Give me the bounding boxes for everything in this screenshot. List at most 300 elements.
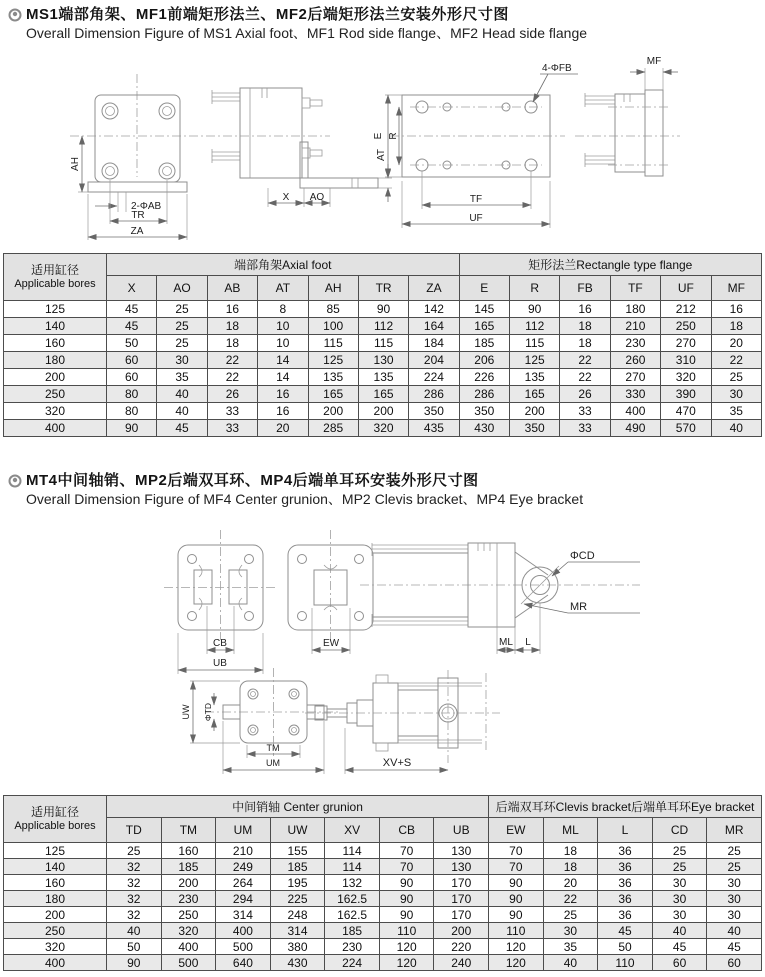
value-cell: 249 [216, 859, 271, 875]
value-cell: 250 [661, 318, 711, 335]
dim-label-at: AT [376, 148, 387, 162]
value-cell: 16 [258, 403, 308, 420]
group-header-rectangle-flange: 矩形法兰Rectangle type flange [459, 254, 761, 276]
dimension-table-2 [3, 795, 762, 971]
value-cell: 40 [652, 923, 707, 939]
value-cell: 120 [489, 939, 544, 955]
value-cell: 185 [459, 335, 509, 352]
value-cell: 224 [325, 955, 380, 971]
value-cell: 350 [409, 403, 459, 420]
section-bullet-icon [8, 8, 22, 27]
value-cell: 400 [216, 923, 271, 939]
value-cell: 200 [308, 403, 358, 420]
table-row [4, 403, 762, 420]
column-header: X [107, 276, 157, 301]
dim-label-r: R [388, 132, 399, 140]
value-cell: 350 [510, 420, 560, 437]
value-cell: 35 [157, 369, 207, 386]
column-header: CB [379, 818, 434, 843]
value-cell: 90 [510, 301, 560, 318]
value-cell: 130 [358, 352, 408, 369]
value-cell: 125 [510, 352, 560, 369]
value-cell: 230 [610, 335, 660, 352]
value-cell: 226 [459, 369, 509, 386]
section2-title-en: Overall Dimension Figure of MF4 Center grunion、MP2 Clevis bracket、MP4 Eye bracket [26, 491, 584, 507]
dim-label-tr: TR [131, 210, 145, 221]
column-header: AB [207, 276, 257, 301]
value-cell: 185 [161, 859, 216, 875]
bore-header-en: Applicable bores [14, 820, 96, 832]
value-cell: 165 [358, 386, 408, 403]
value-cell: 70 [489, 859, 544, 875]
value-cell: 286 [459, 386, 509, 403]
value-cell: 185 [325, 923, 380, 939]
value-cell: 33 [560, 403, 610, 420]
value-cell: 165 [308, 386, 358, 403]
bore-cell: 320 [4, 403, 107, 420]
value-cell: 90 [107, 420, 157, 437]
bore-header-cn: 适用缸径 [30, 805, 79, 819]
column-header: MF [711, 276, 762, 301]
dim-label-um: UM [266, 758, 280, 768]
dim-label-xvs: XV+S [382, 757, 412, 769]
column-header: AH [308, 276, 358, 301]
value-cell: 184 [409, 335, 459, 352]
value-cell: 135 [308, 369, 358, 386]
table1-body [4, 301, 762, 437]
column-header: ML [543, 818, 598, 843]
value-cell: 80 [107, 386, 157, 403]
column-header: TF [610, 276, 660, 301]
value-cell: 70 [489, 843, 544, 859]
value-cell: 25 [652, 843, 707, 859]
value-cell: 162.5 [325, 891, 380, 907]
value-cell: 330 [610, 386, 660, 403]
table-row [4, 859, 762, 875]
value-cell: 32 [107, 875, 162, 891]
value-cell: 145 [459, 301, 509, 318]
value-cell: 110 [489, 923, 544, 939]
bore-cell: 250 [4, 386, 107, 403]
value-cell: 112 [510, 318, 560, 335]
bore-cell: 400 [4, 955, 107, 971]
section-bullet-icon [8, 474, 22, 493]
bore-header-cn: 适用缸径 [30, 263, 79, 277]
value-cell: 270 [661, 335, 711, 352]
value-cell: 16 [207, 301, 257, 318]
value-cell: 200 [358, 403, 408, 420]
value-cell: 640 [216, 955, 271, 971]
value-cell: 40 [157, 386, 207, 403]
value-cell: 26 [207, 386, 257, 403]
column-header: TR [358, 276, 408, 301]
value-cell: 270 [610, 369, 660, 386]
value-cell: 135 [358, 369, 408, 386]
dim-label-e: E [373, 132, 384, 140]
bore-column-header [4, 796, 107, 843]
dimension-table-1 [3, 253, 762, 437]
value-cell: 18 [207, 318, 257, 335]
value-cell: 45 [652, 939, 707, 955]
value-cell: 30 [711, 386, 762, 403]
bore-cell: 200 [4, 907, 107, 923]
section1-title-cn: MS1端部角架、MF1前端矩形法兰、MF2后端矩形法兰安装外形尺寸图 [26, 6, 509, 23]
value-cell: 110 [379, 923, 434, 939]
value-cell: 125 [308, 352, 358, 369]
value-cell: 36 [598, 843, 653, 859]
value-cell: 32 [107, 907, 162, 923]
section1-header [8, 6, 587, 42]
value-cell: 314 [270, 923, 325, 939]
figure1-drawing [0, 52, 765, 250]
value-cell: 114 [325, 859, 380, 875]
dim-label-cb: CB [213, 638, 227, 649]
table-row [4, 923, 762, 939]
value-cell: 80 [107, 403, 157, 420]
value-cell: 36 [598, 891, 653, 907]
value-cell: 200 [510, 403, 560, 420]
value-cell: 50 [598, 939, 653, 955]
column-header: EW [489, 818, 544, 843]
table-row [4, 335, 762, 352]
value-cell: 130 [434, 843, 489, 859]
column-header: UB [434, 818, 489, 843]
value-cell: 32 [107, 859, 162, 875]
value-cell: 26 [560, 386, 610, 403]
value-cell: 30 [707, 891, 762, 907]
value-cell: 130 [434, 859, 489, 875]
value-cell: 22 [560, 352, 610, 369]
value-cell: 25 [707, 859, 762, 875]
value-cell: 240 [434, 955, 489, 971]
column-header-row [4, 818, 762, 843]
value-cell: 90 [379, 875, 434, 891]
value-cell: 250 [161, 907, 216, 923]
table-row [4, 939, 762, 955]
value-cell: 500 [161, 955, 216, 971]
value-cell: 314 [216, 907, 271, 923]
value-cell: 30 [157, 352, 207, 369]
value-cell: 200 [434, 923, 489, 939]
value-cell: 35 [543, 939, 598, 955]
value-cell: 230 [161, 891, 216, 907]
value-cell: 16 [711, 301, 762, 318]
value-cell: 155 [270, 843, 325, 859]
value-cell: 85 [308, 301, 358, 318]
value-cell: 350 [459, 403, 509, 420]
value-cell: 90 [358, 301, 408, 318]
dim-label-tf: TF [469, 194, 483, 205]
group-header-center-trunnion: 中间销轴 Center grunion [107, 796, 489, 818]
value-cell: 320 [358, 420, 408, 437]
table-row [4, 955, 762, 971]
value-cell: 185 [270, 859, 325, 875]
value-cell: 40 [157, 403, 207, 420]
value-cell: 90 [379, 891, 434, 907]
value-cell: 260 [610, 352, 660, 369]
bore-cell: 125 [4, 843, 107, 859]
dim-label-x: X [282, 192, 290, 203]
value-cell: 210 [610, 318, 660, 335]
column-header-row [4, 276, 762, 301]
value-cell: 22 [207, 352, 257, 369]
table1-axial-foot-flange [3, 253, 762, 437]
value-cell: 170 [434, 875, 489, 891]
value-cell: 264 [216, 875, 271, 891]
value-cell: 90 [107, 955, 162, 971]
dim-label-tm: TM [266, 743, 280, 753]
column-header: UM [216, 818, 271, 843]
value-cell: 206 [459, 352, 509, 369]
foot-side-view [212, 88, 392, 207]
value-cell: 60 [107, 369, 157, 386]
value-cell: 195 [270, 875, 325, 891]
value-cell: 32 [107, 891, 162, 907]
value-cell: 30 [652, 907, 707, 923]
dim-label-uf: UF [469, 213, 483, 224]
value-cell: 14 [258, 352, 308, 369]
value-cell: 18 [560, 335, 610, 352]
value-cell: 225 [270, 891, 325, 907]
clevis-bracket-front-view [164, 530, 277, 674]
value-cell: 45 [707, 939, 762, 955]
value-cell: 112 [358, 318, 408, 335]
value-cell: 18 [560, 318, 610, 335]
value-cell: 36 [598, 907, 653, 923]
value-cell: 90 [489, 875, 544, 891]
table-row [4, 420, 762, 437]
column-header: TM [161, 818, 216, 843]
dim-label-ew: EW [322, 638, 340, 649]
table2-trunnion-brackets [3, 795, 762, 971]
value-cell: 286 [409, 386, 459, 403]
table2-body [4, 843, 762, 971]
value-cell: 45 [107, 301, 157, 318]
dim-label-ah: AH [70, 157, 81, 171]
value-cell: 142 [409, 301, 459, 318]
value-cell: 33 [207, 420, 257, 437]
value-cell: 36 [598, 875, 653, 891]
dim-label-ao: AO [309, 192, 325, 203]
value-cell: 115 [510, 335, 560, 352]
bore-cell: 180 [4, 891, 107, 907]
value-cell: 380 [270, 939, 325, 955]
value-cell: 320 [161, 923, 216, 939]
column-header: R [510, 276, 560, 301]
column-header: UF [661, 276, 711, 301]
column-header: XV [325, 818, 380, 843]
value-cell: 25 [711, 369, 762, 386]
value-cell: 170 [434, 891, 489, 907]
value-cell: 390 [661, 386, 711, 403]
value-cell: 120 [379, 939, 434, 955]
column-header: TD [107, 818, 162, 843]
dim-label-mr: MR [570, 601, 588, 613]
dim-label-phitd: ΦTD [203, 702, 213, 722]
value-cell: 210 [216, 843, 271, 859]
value-cell: 33 [207, 403, 257, 420]
value-cell: 18 [711, 318, 762, 335]
dim-label-ub: UB [213, 658, 227, 669]
value-cell: 135 [510, 369, 560, 386]
value-cell: 14 [258, 369, 308, 386]
flange-side-view [575, 56, 680, 176]
value-cell: 90 [489, 907, 544, 923]
value-cell: 18 [543, 843, 598, 859]
value-cell: 40 [711, 420, 762, 437]
column-header: AO [157, 276, 207, 301]
value-cell: 25 [157, 301, 207, 318]
value-cell: 115 [358, 335, 408, 352]
value-cell: 45 [598, 923, 653, 939]
value-cell: 430 [459, 420, 509, 437]
cylinder-trunnion-side-view [305, 670, 500, 774]
value-cell: 430 [270, 955, 325, 971]
dim-label-4phifb: 4-ΦFB [542, 63, 572, 74]
value-cell: 248 [270, 907, 325, 923]
value-cell: 570 [661, 420, 711, 437]
value-cell: 50 [107, 939, 162, 955]
bore-cell: 320 [4, 939, 107, 955]
value-cell: 162.5 [325, 907, 380, 923]
value-cell: 18 [543, 859, 598, 875]
value-cell: 30 [707, 875, 762, 891]
value-cell: 22 [207, 369, 257, 386]
value-cell: 115 [308, 335, 358, 352]
table-row [4, 318, 762, 335]
value-cell: 435 [409, 420, 459, 437]
value-cell: 310 [661, 352, 711, 369]
value-cell: 22 [560, 369, 610, 386]
value-cell: 50 [107, 335, 157, 352]
value-cell: 294 [216, 891, 271, 907]
value-cell: 470 [661, 403, 711, 420]
figure2-drawing [0, 518, 765, 790]
table-row [4, 891, 762, 907]
value-cell: 16 [560, 301, 610, 318]
column-header: E [459, 276, 509, 301]
group-header-axial-foot: 端部角架Axial foot [107, 254, 460, 276]
bore-cell: 140 [4, 318, 107, 335]
bore-column-header [4, 254, 107, 301]
value-cell: 30 [652, 875, 707, 891]
value-cell: 25 [157, 335, 207, 352]
value-cell: 60 [652, 955, 707, 971]
value-cell: 204 [409, 352, 459, 369]
value-cell: 132 [325, 875, 380, 891]
bore-cell: 160 [4, 335, 107, 352]
dim-label-za: ZA [130, 226, 144, 237]
value-cell: 25 [157, 318, 207, 335]
value-cell: 400 [161, 939, 216, 955]
bore-cell: 160 [4, 875, 107, 891]
dim-label-ml: ML [499, 637, 513, 648]
column-header: L [598, 818, 653, 843]
value-cell: 490 [610, 420, 660, 437]
value-cell: 110 [598, 955, 653, 971]
value-cell: 20 [258, 420, 308, 437]
table-row [4, 301, 762, 318]
table-row [4, 907, 762, 923]
value-cell: 165 [510, 386, 560, 403]
value-cell: 30 [707, 907, 762, 923]
value-cell: 33 [560, 420, 610, 437]
value-cell: 165 [459, 318, 509, 335]
bore-cell: 200 [4, 369, 107, 386]
section2-title-cn: MT4中间轴销、MP2后端双耳环、MP4后端单耳环安装外形尺寸图 [26, 472, 479, 489]
value-cell: 60 [107, 352, 157, 369]
bore-cell: 180 [4, 352, 107, 369]
value-cell: 25 [707, 843, 762, 859]
eye-bracket-front-view [288, 530, 373, 654]
value-cell: 16 [258, 386, 308, 403]
table-row [4, 875, 762, 891]
value-cell: 25 [652, 859, 707, 875]
foot-front-view [70, 74, 330, 240]
value-cell: 36 [598, 859, 653, 875]
value-cell: 230 [325, 939, 380, 955]
group-header-clevis-eye-bracket: 后端双耳环Clevis bracket后端单耳环Eye bracket [489, 796, 762, 818]
value-cell: 500 [216, 939, 271, 955]
value-cell: 18 [207, 335, 257, 352]
cylinder-eye-side-view [360, 543, 640, 654]
value-cell: 100 [308, 318, 358, 335]
value-cell: 20 [543, 875, 598, 891]
value-cell: 40 [107, 923, 162, 939]
value-cell: 10 [258, 335, 308, 352]
value-cell: 114 [325, 843, 380, 859]
flange-front-view [373, 63, 578, 228]
column-header: AT [258, 276, 308, 301]
value-cell: 285 [308, 420, 358, 437]
value-cell: 200 [161, 875, 216, 891]
column-header: CD [652, 818, 707, 843]
value-cell: 22 [543, 891, 598, 907]
value-cell: 90 [489, 891, 544, 907]
value-cell: 40 [707, 923, 762, 939]
dim-label-l: L [525, 637, 531, 648]
value-cell: 400 [610, 403, 660, 420]
value-cell: 180 [610, 301, 660, 318]
bore-header-en: Applicable bores [14, 278, 96, 290]
dim-label-uw: UW [181, 704, 191, 720]
value-cell: 70 [379, 859, 434, 875]
table-row [4, 843, 762, 859]
table-row [4, 352, 762, 369]
value-cell: 45 [157, 420, 207, 437]
bore-cell: 250 [4, 923, 107, 939]
dim-label-2phiab: 2-ΦAB [131, 201, 162, 212]
value-cell: 25 [107, 843, 162, 859]
dim-label-phicd: ΦCD [570, 550, 595, 562]
value-cell: 164 [409, 318, 459, 335]
column-header: UW [270, 818, 325, 843]
center-trunnion-front-view [181, 668, 340, 774]
value-cell: 35 [711, 403, 762, 420]
section2-header [8, 472, 583, 508]
column-header: MR [707, 818, 762, 843]
table-row [4, 386, 762, 403]
column-header: ZA [409, 276, 459, 301]
value-cell: 8 [258, 301, 308, 318]
value-cell: 90 [379, 907, 434, 923]
value-cell: 30 [543, 923, 598, 939]
value-cell: 120 [379, 955, 434, 971]
value-cell: 25 [543, 907, 598, 923]
value-cell: 60 [707, 955, 762, 971]
value-cell: 170 [434, 907, 489, 923]
value-cell: 10 [258, 318, 308, 335]
